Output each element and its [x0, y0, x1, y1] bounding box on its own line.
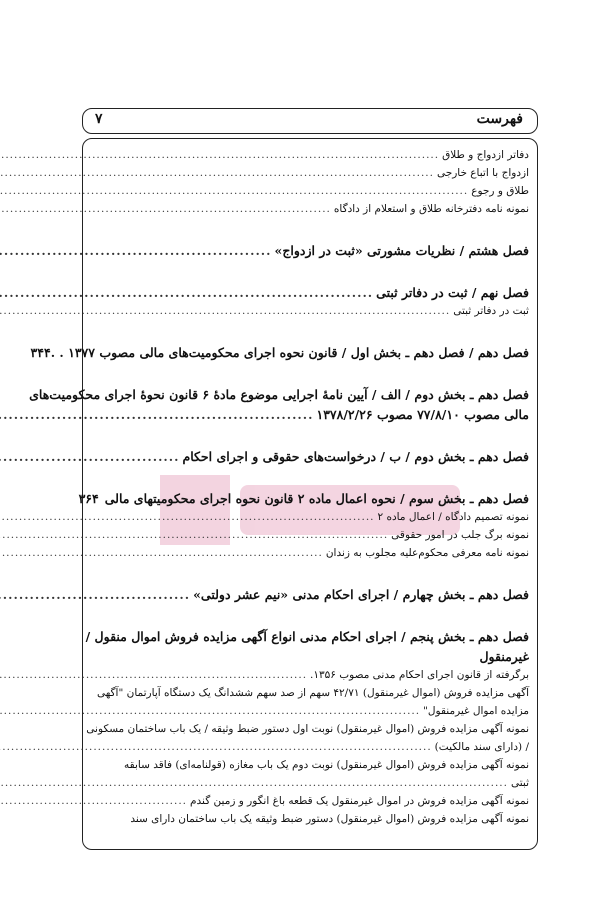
toc-chapter[interactable]: فصل دهم ـ بخش چهارم / اجرای احکام مدنی «نیم عشر دولتی» ..... — [91, 587, 529, 607]
toc-entry-line: نمونه آگهی مزایده فروش (اموال غیرمنقول) دستور ضبط وثیقه یک باب ساختمان دارای سند — [130, 813, 529, 825]
toc-chapter-line: فصل دهم ـ بخش پنجم / اجرای احکام مدنی انواع آگهی مزایده فروش اموال منقول / — [85, 629, 529, 644]
toc-chapter-line: فصل دهم ـ بخش دوم / الف / آیین نامهٔ اجرایی موضوع مادهٔ ۶ قانون نحوهٔ اجرای محکومیت‌های — [29, 387, 529, 402]
toc-entry[interactable]: طلاق و رجوع ..... — [91, 185, 529, 203]
toc-chapter[interactable]: غیرمنقول — [479, 649, 529, 664]
page-header — [82, 108, 538, 134]
header-title: فهرست — [476, 111, 523, 127]
toc-entry[interactable]: نمونه آگهی مزایده فروش در اموال غیرمنقول یک قطعه باغ انگور و زمین گندم ..... — [91, 795, 529, 813]
toc-content — [29, 138, 538, 850]
toc-entry[interactable]: برگرفته از قانون اجرای احکام مدنی مصوب ۱۳۵۶. ..... — [91, 669, 529, 687]
toc-entry[interactable]: ازدواج با اتباع خارجی ..... — [91, 167, 529, 185]
toc-entry[interactable]: / (دارای سند مالکیت) ..... — [91, 741, 529, 759]
toc-entry[interactable]: نمونه نامه دفترخانه طلاق و استعلام از دادگاه ..... — [91, 203, 529, 221]
toc-entry-line: نمونه آگهی مزایده فروش (اموال غیرمنقول) نوبت دوم یک باب مغازه (قولنامه‌ای) فاقد سابقه — [124, 759, 529, 771]
toc-entry[interactable]: نمونه نامه معرفی محکوم‌علیه مجلوب به زندان ..... — [91, 547, 529, 565]
toc-entry[interactable]: نمونه برگ جلب در امور حقوقی ..... — [91, 529, 529, 547]
toc-entry[interactable]: نمونه تصمیم دادگاه / اعمال ماده ۲ ..... — [91, 511, 529, 529]
toc-entry[interactable]: دفاتر ازدواج و طلاق ..... — [91, 149, 529, 167]
toc-chapter[interactable]: فصل دهم ـ بخش سوم / نحوه اعمال ماده ۲ قانون نحوه اجرای محکومیتهای مالی ۳۶۴ — [78, 491, 529, 506]
toc-entry[interactable]: ثبت در دفاتر ثبتی ..... — [91, 305, 529, 323]
toc-entry[interactable]: ثبتی ..... — [91, 777, 529, 795]
toc-entry[interactable]: مزایده اموال غیرمنقول" ..... — [91, 705, 529, 723]
toc-chapter[interactable]: فصل دهم / فصل دهم ـ بخش اول / قانون نحوه اجرای محکومیت‌های مالی مصوب ۱۳۷۷ . . ۳۴۴ — [30, 345, 529, 360]
toc-chapter[interactable]: فصل نهم / ثبت در دفاتر ثبتی ..... — [91, 285, 529, 305]
toc-chapter[interactable]: فصل دهم ـ بخش دوم / ب / درخواست‌های حقوقی و اجرای احکام ..... — [91, 449, 529, 469]
toc-chapter[interactable]: مالی مصوب ۷۷/۸/۱۰ مصوب ۱۳۷۸/۲/۲۶ ..... — [91, 407, 529, 427]
toc-entry-line: نمونه آگهی مزایده فروش (اموال غیرمنقول) نوبت اول دستور ضبط وثیقه / یک باب ساختمان مسکونی — [86, 723, 529, 735]
toc-chapter[interactable]: فصل هشتم / نظریات مشورتی «ثبت در ازدواج» ..... — [91, 243, 529, 263]
toc-entry-line: آگهی مزایده فروش (اموال غیرمنقول) ۴۲/۷۱ سهم از صد سهم ششدانگ یک دستگاه آپارتمان "آگهی — [96, 687, 529, 699]
page-number: ۷ — [95, 111, 103, 127]
